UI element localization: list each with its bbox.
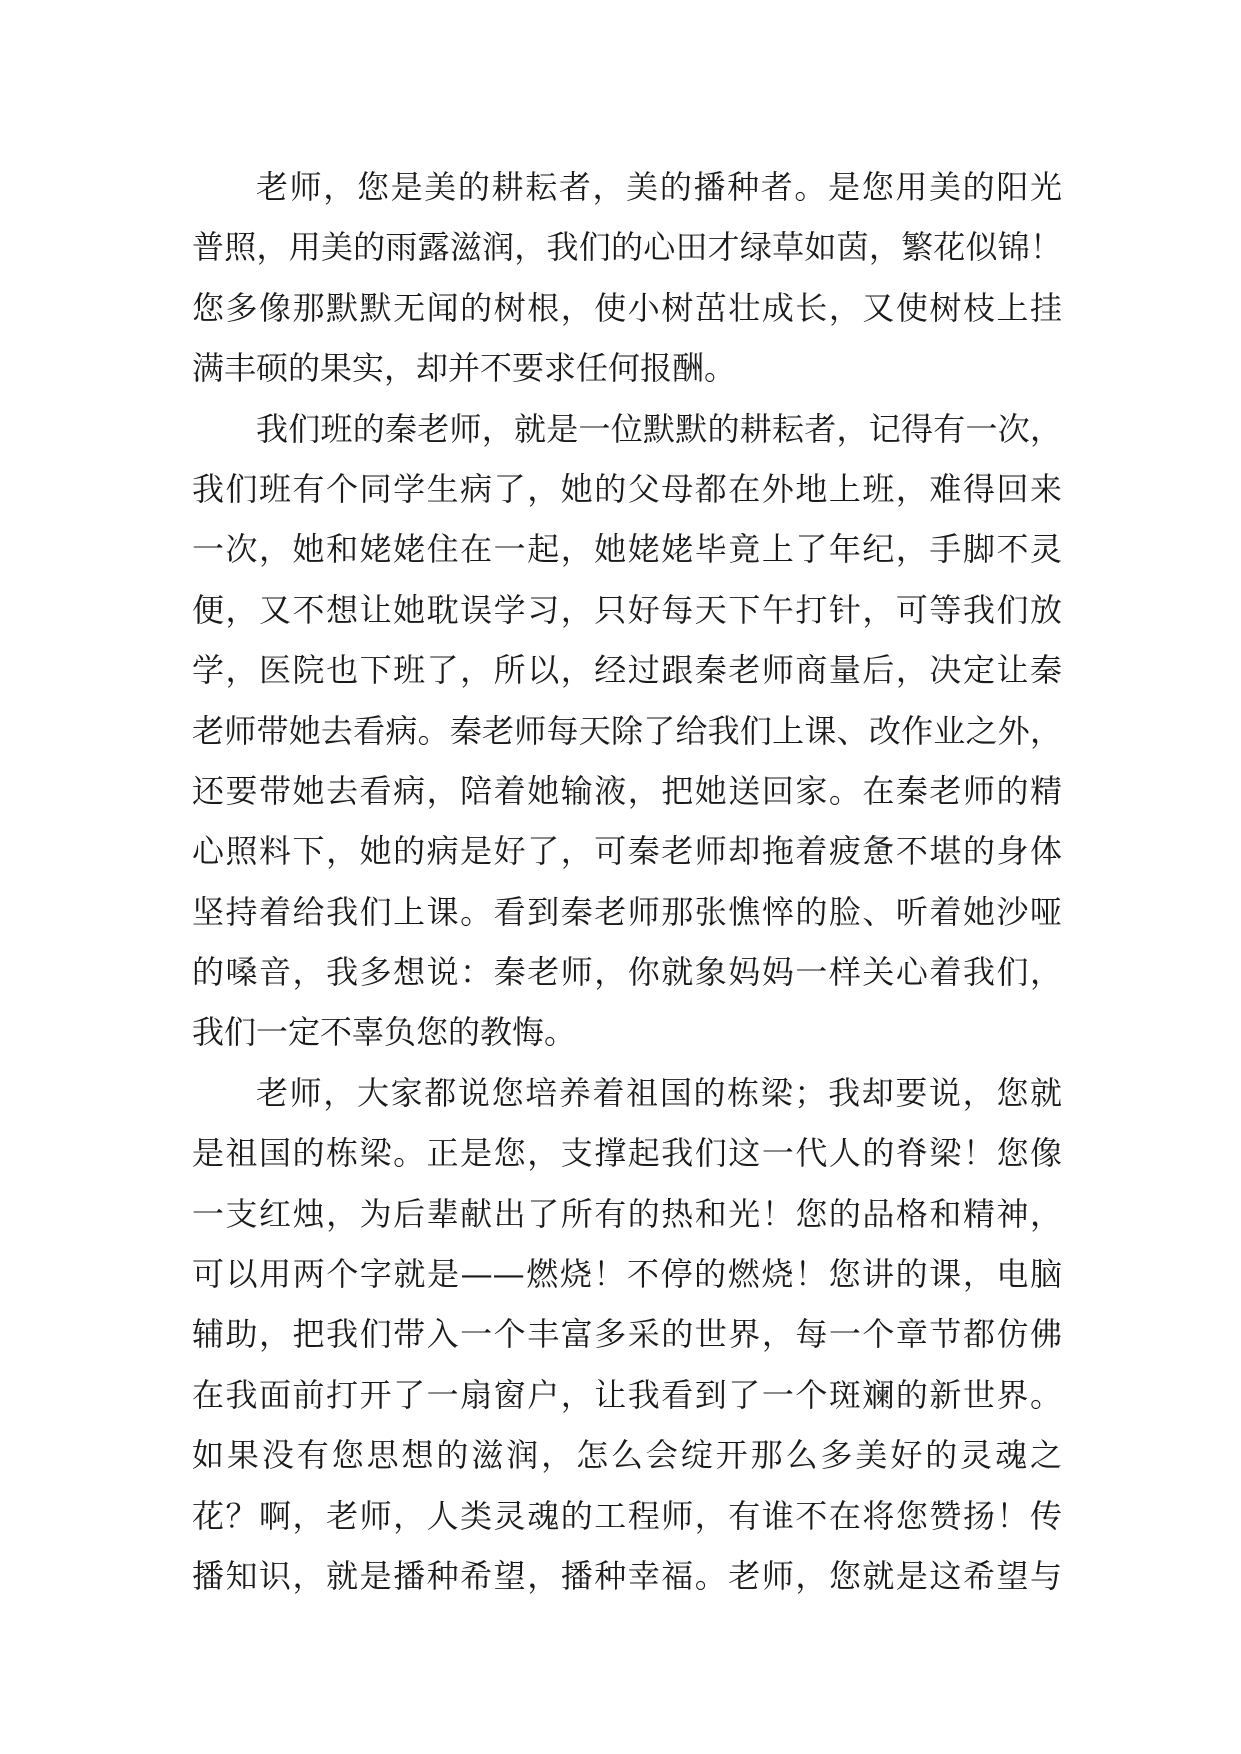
paragraph-line: 我们班有个同学生病了，她的父母都在外地上班，难得回来 (192, 469, 1062, 508)
paragraph-line: 老师，大家都说您培养着祖国的栋梁；我却要说，您就 (256, 1073, 1062, 1112)
paragraph-line: 是祖国的栋梁。正是您，支撑起我们这一代人的脊梁！您像 (192, 1134, 1062, 1173)
paragraph-line: 心照料下，她的病是好了，可秦老师却拖着疲惫不堪的身体 (192, 832, 1062, 871)
paragraph-line: 在我面前打开了一扇窗户，让我看到了一个斑斓的新世界。 (192, 1375, 1062, 1414)
paragraph-line: 老师带她去看病。秦老师每天除了给我们上课、改作业之外， (192, 711, 1062, 750)
paragraph-line: 一次，她和姥姥住在一起，她姥姥毕竟上了年纪，手脚不灵 (192, 530, 1062, 569)
paragraph-line: 我们一定不辜负您的教悔。 (192, 1013, 577, 1052)
paragraph-line: 的嗓音，我多想说：秦老师，你就象妈妈一样关心着我们， (192, 953, 1062, 992)
document-body (192, 157, 1062, 1606)
paragraph-line: 您多像那默默无闻的树根，使小树茁壮成长，又使树枝上挂 (192, 288, 1062, 327)
paragraph-line: 学，医院也下班了，所以，经过跟秦老师商量后，决定让秦 (192, 651, 1062, 690)
paragraph-line: 辅助，把我们带入一个丰富多采的世界，每一个章节都仿佛 (192, 1315, 1062, 1354)
paragraph-line: 还要带她去看病，陪着她输液，把她送回家。在秦老师的精 (192, 771, 1062, 810)
paragraph-line: 满丰硕的果实，却并不要求任何报酬。 (192, 349, 737, 388)
paragraph-line: 普照，用美的雨露滋润，我们的心田才绿草如茵，繁花似锦！ (192, 228, 1062, 267)
paragraph-line: 老师，您是美的耕耘者，美的播种者。是您用美的阳光 (256, 168, 1062, 206)
paragraph-line: 花？啊，老师，人类灵魂的工程师，有谁不在将您赞扬！传 (192, 1496, 1062, 1535)
paragraph-line: 一支红烛，为后辈献出了所有的热和光！您的品格和精神， (192, 1194, 1062, 1233)
paragraph-3 (192, 1063, 1062, 1607)
paragraph-line: 播知识，就是播种希望，播种幸福。老师，您就是这希望与 (192, 1556, 1062, 1595)
paragraph-2 (192, 399, 1062, 1063)
paragraph-line: 我们班的秦老师，就是一位默默的耕耘者，记得有一次， (256, 409, 1062, 448)
paragraph-line: 便，又不想让她耽误学习，只好每天下午打针，可等我们放 (192, 590, 1062, 629)
paragraph-line: 如果没有您思想的滋润，怎么会绽开那么多美好的灵魂之 (192, 1436, 1062, 1475)
paragraph-line: 坚持着给我们上课。看到秦老师那张憔悴的脸、听着她沙哑 (192, 892, 1062, 931)
paragraph-1 (192, 157, 1062, 399)
paragraph-line: 可以用两个字就是——燃烧！不停的燃烧！您讲的课，电脑 (192, 1255, 1062, 1294)
